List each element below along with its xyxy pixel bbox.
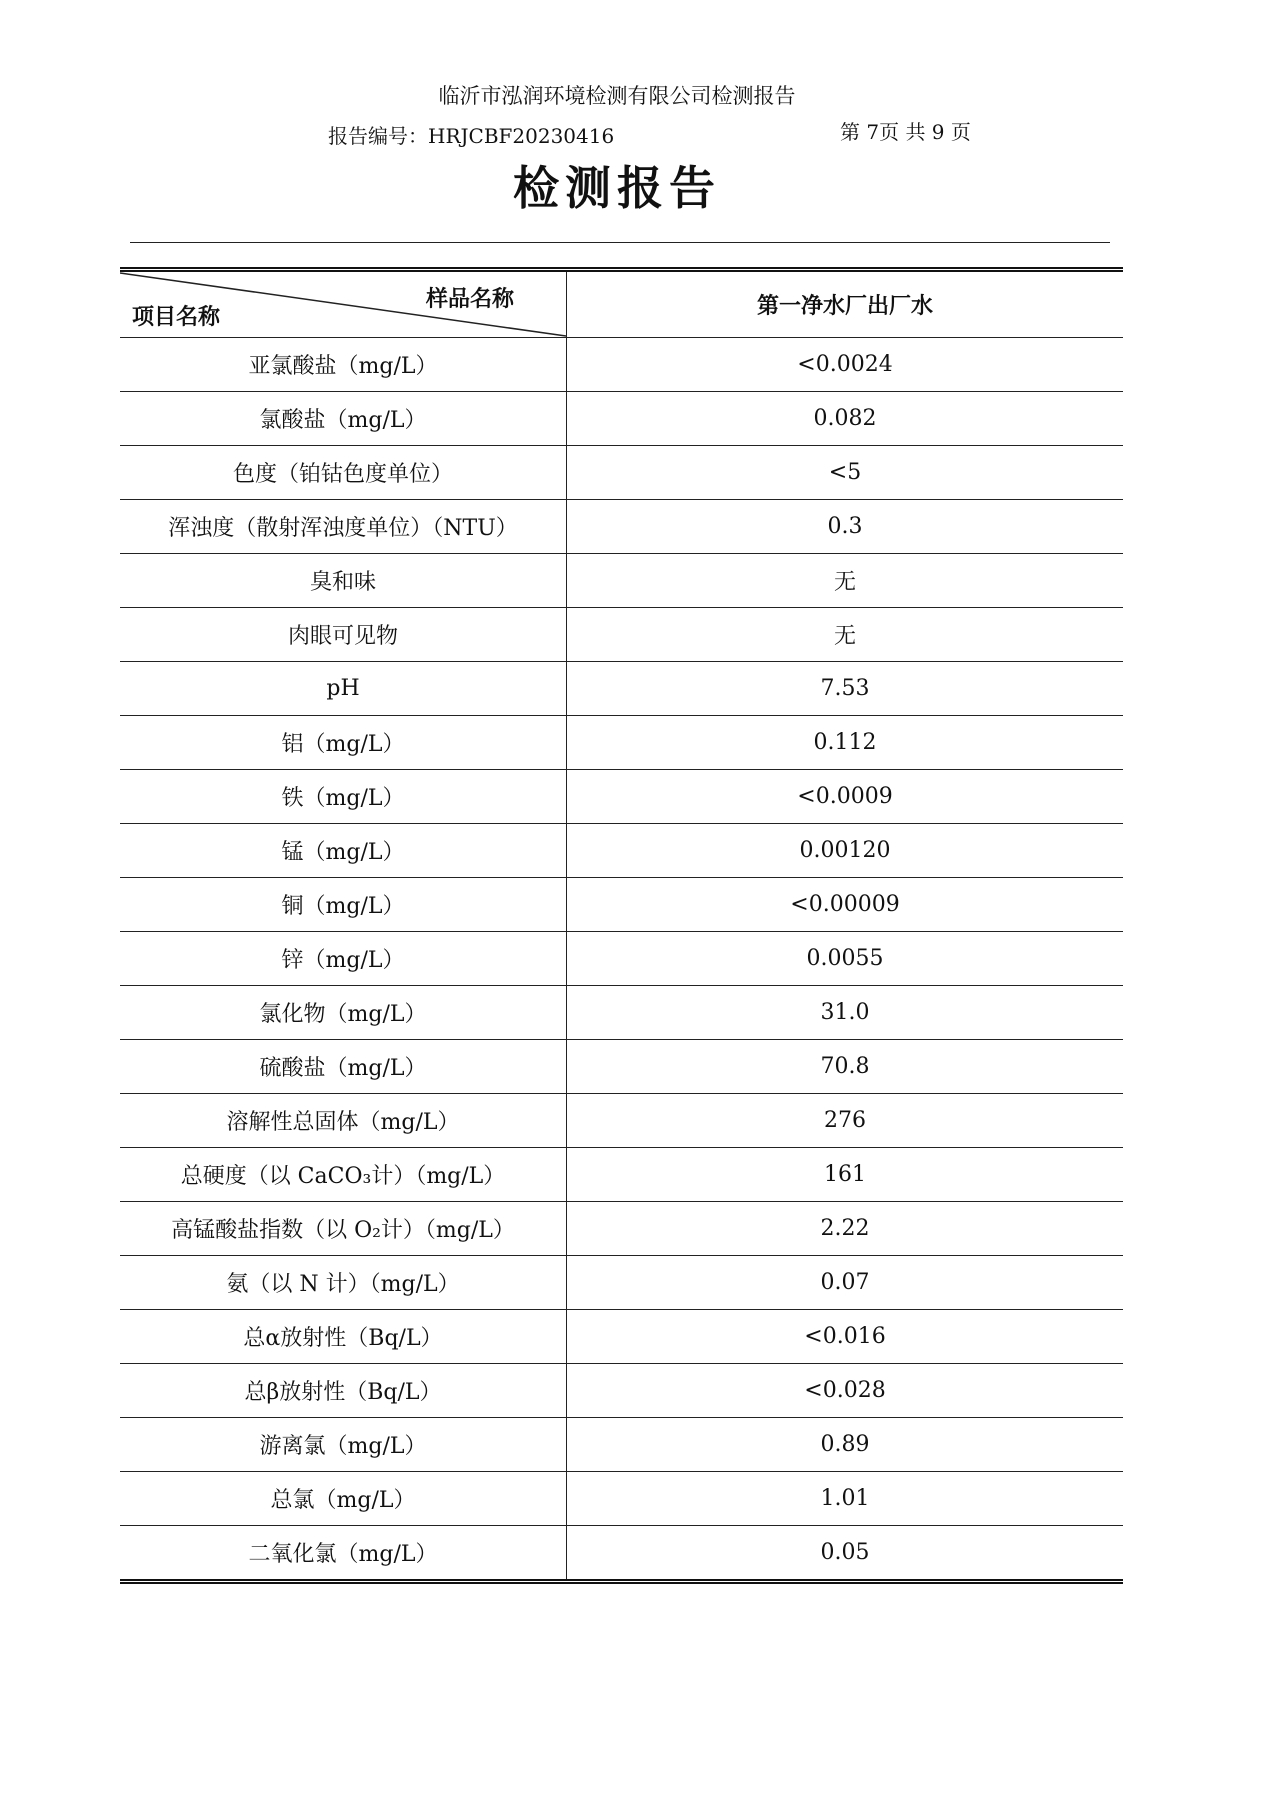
result-value-cell: 0.07 — [567, 1256, 1124, 1310]
table-row — [120, 446, 1123, 500]
result-value-cell: 无 — [567, 608, 1124, 662]
table-row — [120, 824, 1123, 878]
item-name-cell: 臭和味 — [120, 554, 567, 608]
table-row — [120, 1148, 1123, 1202]
result-value-cell: 2.22 — [567, 1202, 1124, 1256]
result-value-cell: <0.00009 — [567, 878, 1124, 932]
item-name-cell: 铜（mg/L） — [120, 878, 567, 932]
result-value-cell: 0.112 — [567, 716, 1124, 770]
item-name-cell: 二氧化氯（mg/L） — [120, 1526, 567, 1582]
report-number: 报告编号：HRJCBF20230416 — [328, 124, 615, 148]
table-row — [120, 662, 1123, 716]
company-report-heading: 临沂市泓润环境检测有限公司检测报告 — [438, 84, 796, 108]
table-row — [120, 554, 1123, 608]
result-value-cell: 1.01 — [567, 1472, 1124, 1526]
result-value-cell: <0.0024 — [567, 338, 1124, 392]
table-row — [120, 1364, 1123, 1418]
table-row — [120, 716, 1123, 770]
item-name-cell: 氯酸盐（mg/L） — [120, 392, 567, 446]
page-number: 第 7页 共 9 页 — [840, 120, 971, 144]
item-name-cell: 游离氯（mg/L） — [120, 1418, 567, 1472]
sample-name: 第一净水厂出厂水 — [567, 270, 1124, 338]
item-name-cell: 总硬度（以 CaCO₃计）（mg/L） — [120, 1148, 567, 1202]
item-name-cell: pH — [120, 662, 567, 716]
item-name-cell: 硫酸盐（mg/L） — [120, 1040, 567, 1094]
item-name-cell: 总α放射性（Bq/L） — [120, 1310, 567, 1364]
table-row — [120, 608, 1123, 662]
table-row — [120, 770, 1123, 824]
item-name-cell: 总β放射性（Bq/L） — [120, 1364, 567, 1418]
result-value-cell: <0.028 — [567, 1364, 1124, 1418]
table-row — [120, 1472, 1123, 1526]
table-row — [120, 338, 1123, 392]
result-value-cell: 70.8 — [567, 1040, 1124, 1094]
table-row — [120, 1094, 1123, 1148]
item-name-cell: 总氯（mg/L） — [120, 1472, 567, 1526]
item-name-cell: 亚氯酸盐（mg/L） — [120, 338, 567, 392]
result-value-cell: <5 — [567, 446, 1124, 500]
item-name-cell: 浑浊度（散射浑浊度单位）（NTU） — [120, 500, 567, 554]
table-header-row — [120, 270, 1123, 338]
item-name-cell: 锌（mg/L） — [120, 932, 567, 986]
item-name-cell: 氨（以 N 计）（mg/L） — [120, 1256, 567, 1310]
table-row — [120, 1256, 1123, 1310]
result-value-cell: 0.89 — [567, 1418, 1124, 1472]
item-name-cell: 溶解性总固体（mg/L） — [120, 1094, 567, 1148]
result-value-cell: <0.016 — [567, 1310, 1124, 1364]
table-row — [120, 1526, 1123, 1582]
result-value-cell: 0.0055 — [567, 932, 1124, 986]
item-name-cell: 色度（铂钴色度单位） — [120, 446, 567, 500]
table-row — [120, 1202, 1123, 1256]
item-name-cell: 高锰酸盐指数（以 O₂计）（mg/L） — [120, 1202, 567, 1256]
results-table — [120, 267, 1123, 1584]
item-name-cell: 铝（mg/L） — [120, 716, 567, 770]
result-value-cell: 31.0 — [567, 986, 1124, 1040]
header-divider — [130, 242, 1110, 243]
table-row — [120, 878, 1123, 932]
result-value-cell: 7.53 — [567, 662, 1124, 716]
table-row — [120, 1040, 1123, 1094]
result-value-cell: 0.3 — [567, 500, 1124, 554]
result-value-cell: 161 — [567, 1148, 1124, 1202]
results-table-body — [120, 270, 1123, 1582]
table-row — [120, 1310, 1123, 1364]
item-name-cell: 肉眼可见物 — [120, 608, 567, 662]
result-value-cell: 0.082 — [567, 392, 1124, 446]
table-row — [120, 932, 1123, 986]
result-value-cell: 0.00120 — [567, 824, 1124, 878]
page-title: 检测报告 — [513, 161, 721, 215]
item-name-header: 项目名称 — [132, 305, 221, 330]
result-value-cell: <0.0009 — [567, 770, 1124, 824]
result-value-cell: 276 — [567, 1094, 1124, 1148]
table-row — [120, 392, 1123, 446]
diagonal-header-cell — [120, 270, 567, 338]
table-row — [120, 1418, 1123, 1472]
table-row — [120, 500, 1123, 554]
result-value-cell: 无 — [567, 554, 1124, 608]
item-name-cell: 锰（mg/L） — [120, 824, 567, 878]
result-value-cell: 0.05 — [567, 1526, 1124, 1582]
item-name-cell: 铁（mg/L） — [120, 770, 567, 824]
sample-name-header: 样品名称 — [425, 287, 514, 312]
item-name-cell: 氯化物（mg/L） — [120, 986, 567, 1040]
table-row — [120, 986, 1123, 1040]
